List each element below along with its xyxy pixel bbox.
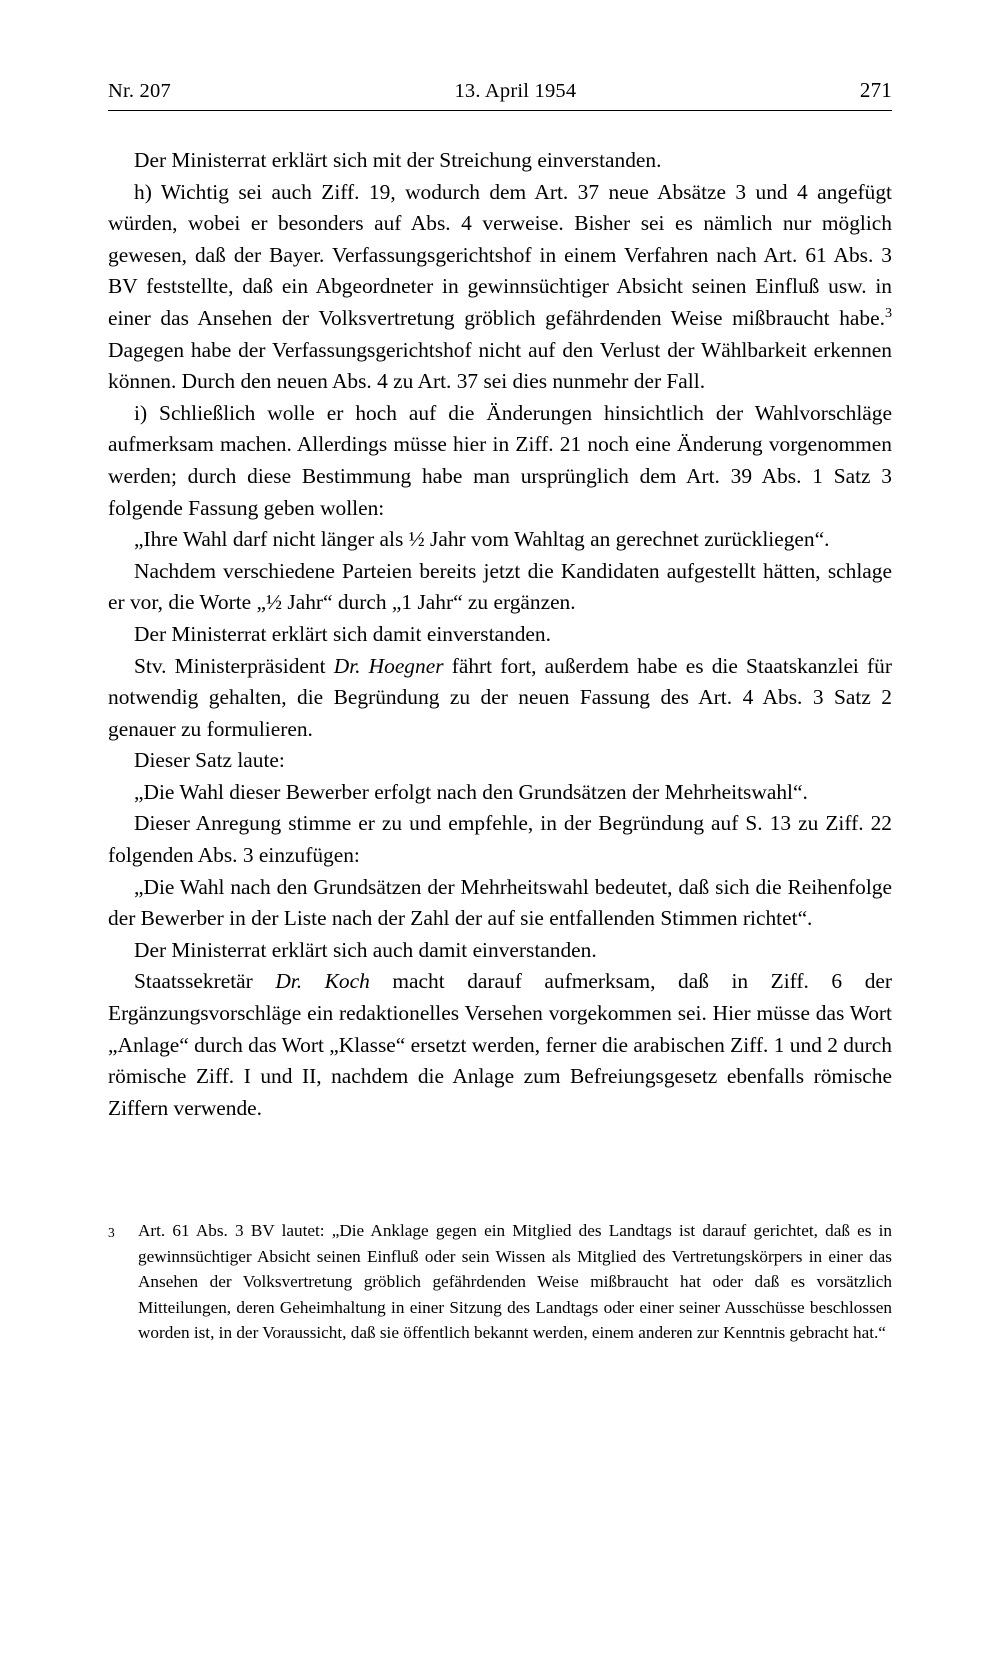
body-text [108,145,892,1124]
quotation: „Die Wahl nach den Grundsätzen der Mehrheitswahl bedeutet, daß sich die Reihenfolge der Bewerber in der Liste nach der Zahl der auf sie entfallenden Stimmen richtet“. [108,874,892,931]
footnote-text: Art. 61 Abs. 3 BV lautet: „Die Anklage gegen ein Mitglied des Landtags ist darauf gerichtet, daß es in gewinnsüchtiger Absicht seinen Einfluß oder sein Wissen als Mitglied des Vertretungskörpers in einer das Ansehen der Volksvertretung gröblich gefährdenden Weise mißbraucht hat oder daß es vorsätzlich Mitteilungen, deren Geheimhaltung in einer Sitzung des Landtags oder einer seiner Ausschüsse beschlossen worden ist, in der Voraussicht, daß sie öffentlich bekannt werden, einem anderen zur Kenntnis gebracht hat.“ [138,1221,892,1343]
paragraph: i) Schließlich wolle er hoch auf die Änderungen hinsichtlich der Wahlvorschläge aufmerksam machen. Allerdings müsse hier in Ziff. 21 noch eine Änderung vorgenommen werden; durch diese Bestimmung habe man ursprünglich dem Art. 39 Abs. 1 Satz 3 folgende Fassung geben wollen: [108,400,892,520]
paragraph: Der Ministerrat erklärt sich damit einverstanden. [134,621,551,646]
footnote-marker: 3 [108,1225,115,1240]
speaker-name: Dr. Hoegner [333,653,444,678]
speaker-statement: macht darauf aufmerksam, daß in Ziff. 6 der Ergänzungsvorschläge ein redaktionelles Versehen vorgekommen sei. Hier müsse das Wort „Anlage“ durch das Wort „Klasse“ ersetzt werden, ferner die arabischen Ziff. 1 und 2 durch römische Ziff. I und II, nachdem die Anlage zum Befreiungsgesetz ebenfalls römische Ziffern verwende. [108,969,893,1120]
paragraph: Dieser Satz laute: [134,748,285,773]
page-number: 271 [859,78,892,102]
paragraph: Nachdem verschiedene Parteien bereits jetzt die Kandidaten aufgestellt hätten, schlage er vor, die Worte „½ Jahr“ durch „1 Jahr“ zu ergänzen. [108,558,892,615]
speaker-name: Dr. Koch [275,969,370,994]
footnote-reference[interactable]: 3 [884,304,892,321]
speaker-paragraph-koch [108,966,892,1124]
running-head-date: 13. April 1954 [454,80,577,102]
paragraph: Der Ministerrat erklärt sich mit der Streichung einverstanden. [134,148,662,172]
paragraph-text: h) Wichtig sei auch Ziff. 19, wodurch dem Art. 37 neue Absätze 3 und 4 angefügt würden, wobei er besonders auf Abs. 4 verweise. Bisher sei es nämlich nur möglich gewesen, daß der Bayer. Verfassungsgerichtshof in einem Verfahren nach Art. 61 Abs. 3 BV feststellte, daß ein Abgeordneter in gewinnsüchtiger Absicht seinen Einfluß usw. in einer das Ansehen der Volksvertretung gröblich gefährdenden Weise mißbraucht habe. [108,179,892,330]
quotation: „Ihre Wahl darf nicht länger als ½ Jahr vom Wahltag an gerechnet zurückliegen“. [134,527,830,552]
paragraph-text-continued: Dagegen habe der Verfassungsgerichtshof nicht auf den Verlust der Wählbarkeit erkennen können. Durch den neuen Abs. 4 zu Art. 37 sei dies nunmehr der Fall. [108,337,892,394]
paragraph: Dieser Anregung stimme er zu und empfehle, in der Begründung auf S. 13 zu Ziff. 22 folgenden Abs. 3 einzufügen: [108,811,892,868]
paragraph: Der Ministerrat erklärt sich auch damit einverstanden. [134,937,597,962]
running-head [108,78,892,111]
quotation: „Die Wahl dieser Bewerber erfolgt nach den Grundsätzen der Mehrheitswahl“. [134,779,808,804]
footnote-area [108,1218,892,1346]
paragraph-with-footnote-ref [108,177,892,398]
speaker-statement: fährt fort, außerdem habe es die Staatskanzlei für notwendig gehalten, die Begründung zu der neuen Fassung des Art. 4 Abs. 3 Satz 2 genauer zu formulieren. [108,653,892,741]
speaker-lead-in: Staatssekretär [134,969,276,994]
speaker-paragraph-hoegner [108,651,892,746]
footnote [108,1218,892,1346]
speaker-lead-in: Stv. Ministerpräsident [134,653,334,678]
running-head-number: Nr. 207 [108,80,171,102]
